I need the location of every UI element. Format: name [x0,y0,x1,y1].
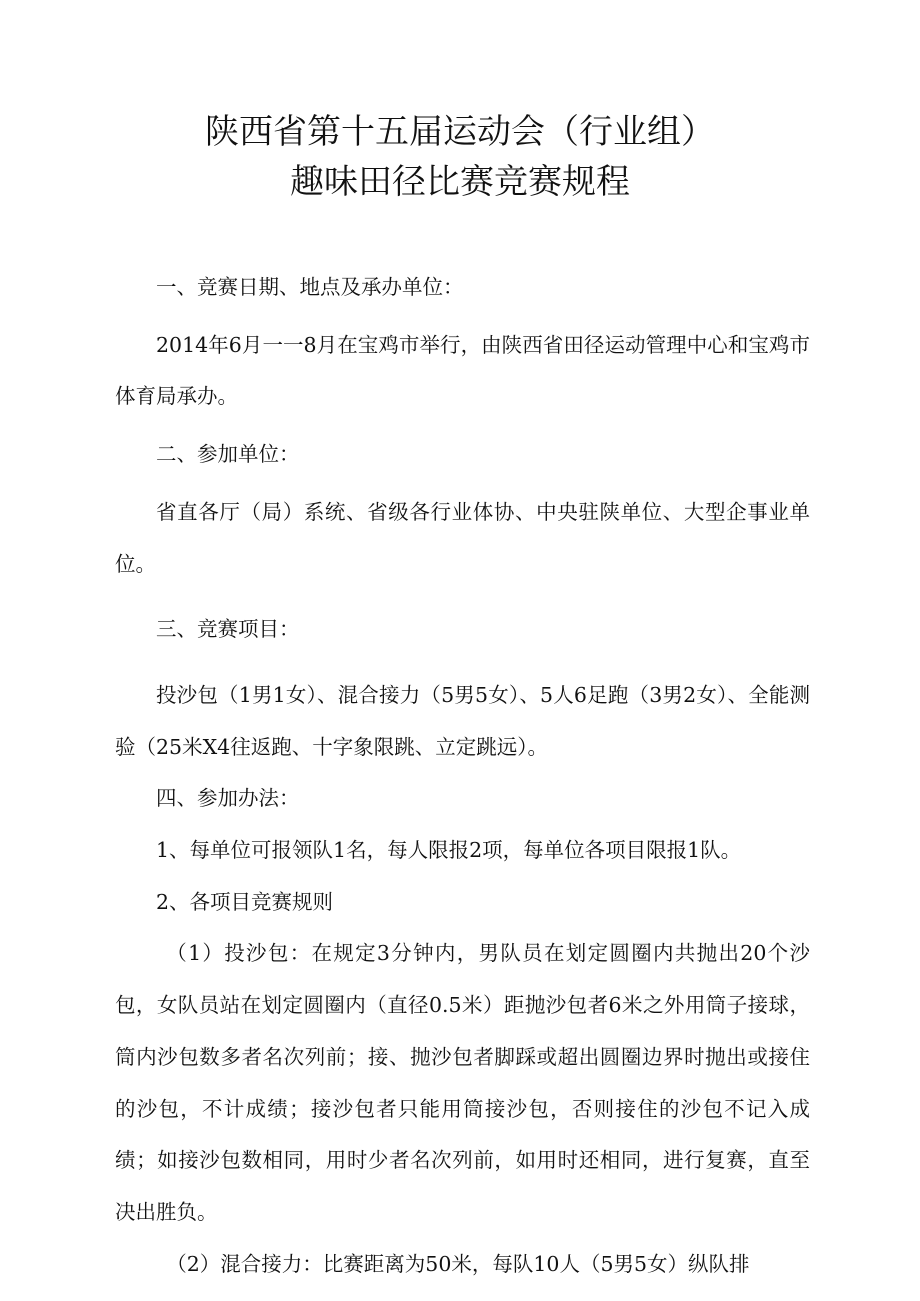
paragraph-relay-rules: （2）混合接力：比赛距离为50米，每队10人（5男5女）纵队排 [166,1251,750,1276]
paragraph-sandbag-rules: （1）投沙包：在规定3分钟内，男队员在划定圆圈内共抛出20个沙包，女队员站在划定圆圈内（直径0.5米）距抛沙包者6米之外用筒子接球，筒内沙包数多者名次列前；接、抛沙包者脚踩或超出圆圈边界时抛出或接住的沙包，不计成绩；接沙包者只能用筒接沙包，否则接住的沙包不记入成绩；如接沙包数相同，用时少者名次列前，如用时还相同，进行复赛，直至决出胜负。 [115,941,810,1224]
section-heading-events: 三、竞赛项目： [156,617,300,642]
document-title-line-2: 趣味田径比赛竞赛规程 [290,162,630,202]
section-heading-participation: 四、参加办法： [156,786,300,811]
paragraph-dates: 2014年6月一一8月在宝鸡市举行，由陕西省田径运动管理中心和宝鸡市体育局承办。 [115,332,810,409]
document-body [115,262,810,1290]
paragraph-registration: 1、每单位可报领队1名，每人限报2项，每单位各项目限报1队。 [156,838,742,863]
paragraph-events: 投沙包（1男1女）、混合接力（5男5女）、5人6足跑（3男2女）、全能测验（25米X4往返跑、十字象限跳、立定跳远）。 [115,682,810,759]
paragraph-units: 省直各厅（局）系统、省级各行业体协、中央驻陕单位、大型企事业单位。 [115,499,810,576]
section-heading-dates: 一、竞赛日期、地点及承办单位： [156,275,464,299]
document-title-line-1: 陕西省第十五届运动会（行业组） [205,112,715,152]
paragraph-rules-heading: 2、各项目竞赛规则 [156,889,334,914]
section-heading-units: 二、参加单位： [156,442,300,467]
